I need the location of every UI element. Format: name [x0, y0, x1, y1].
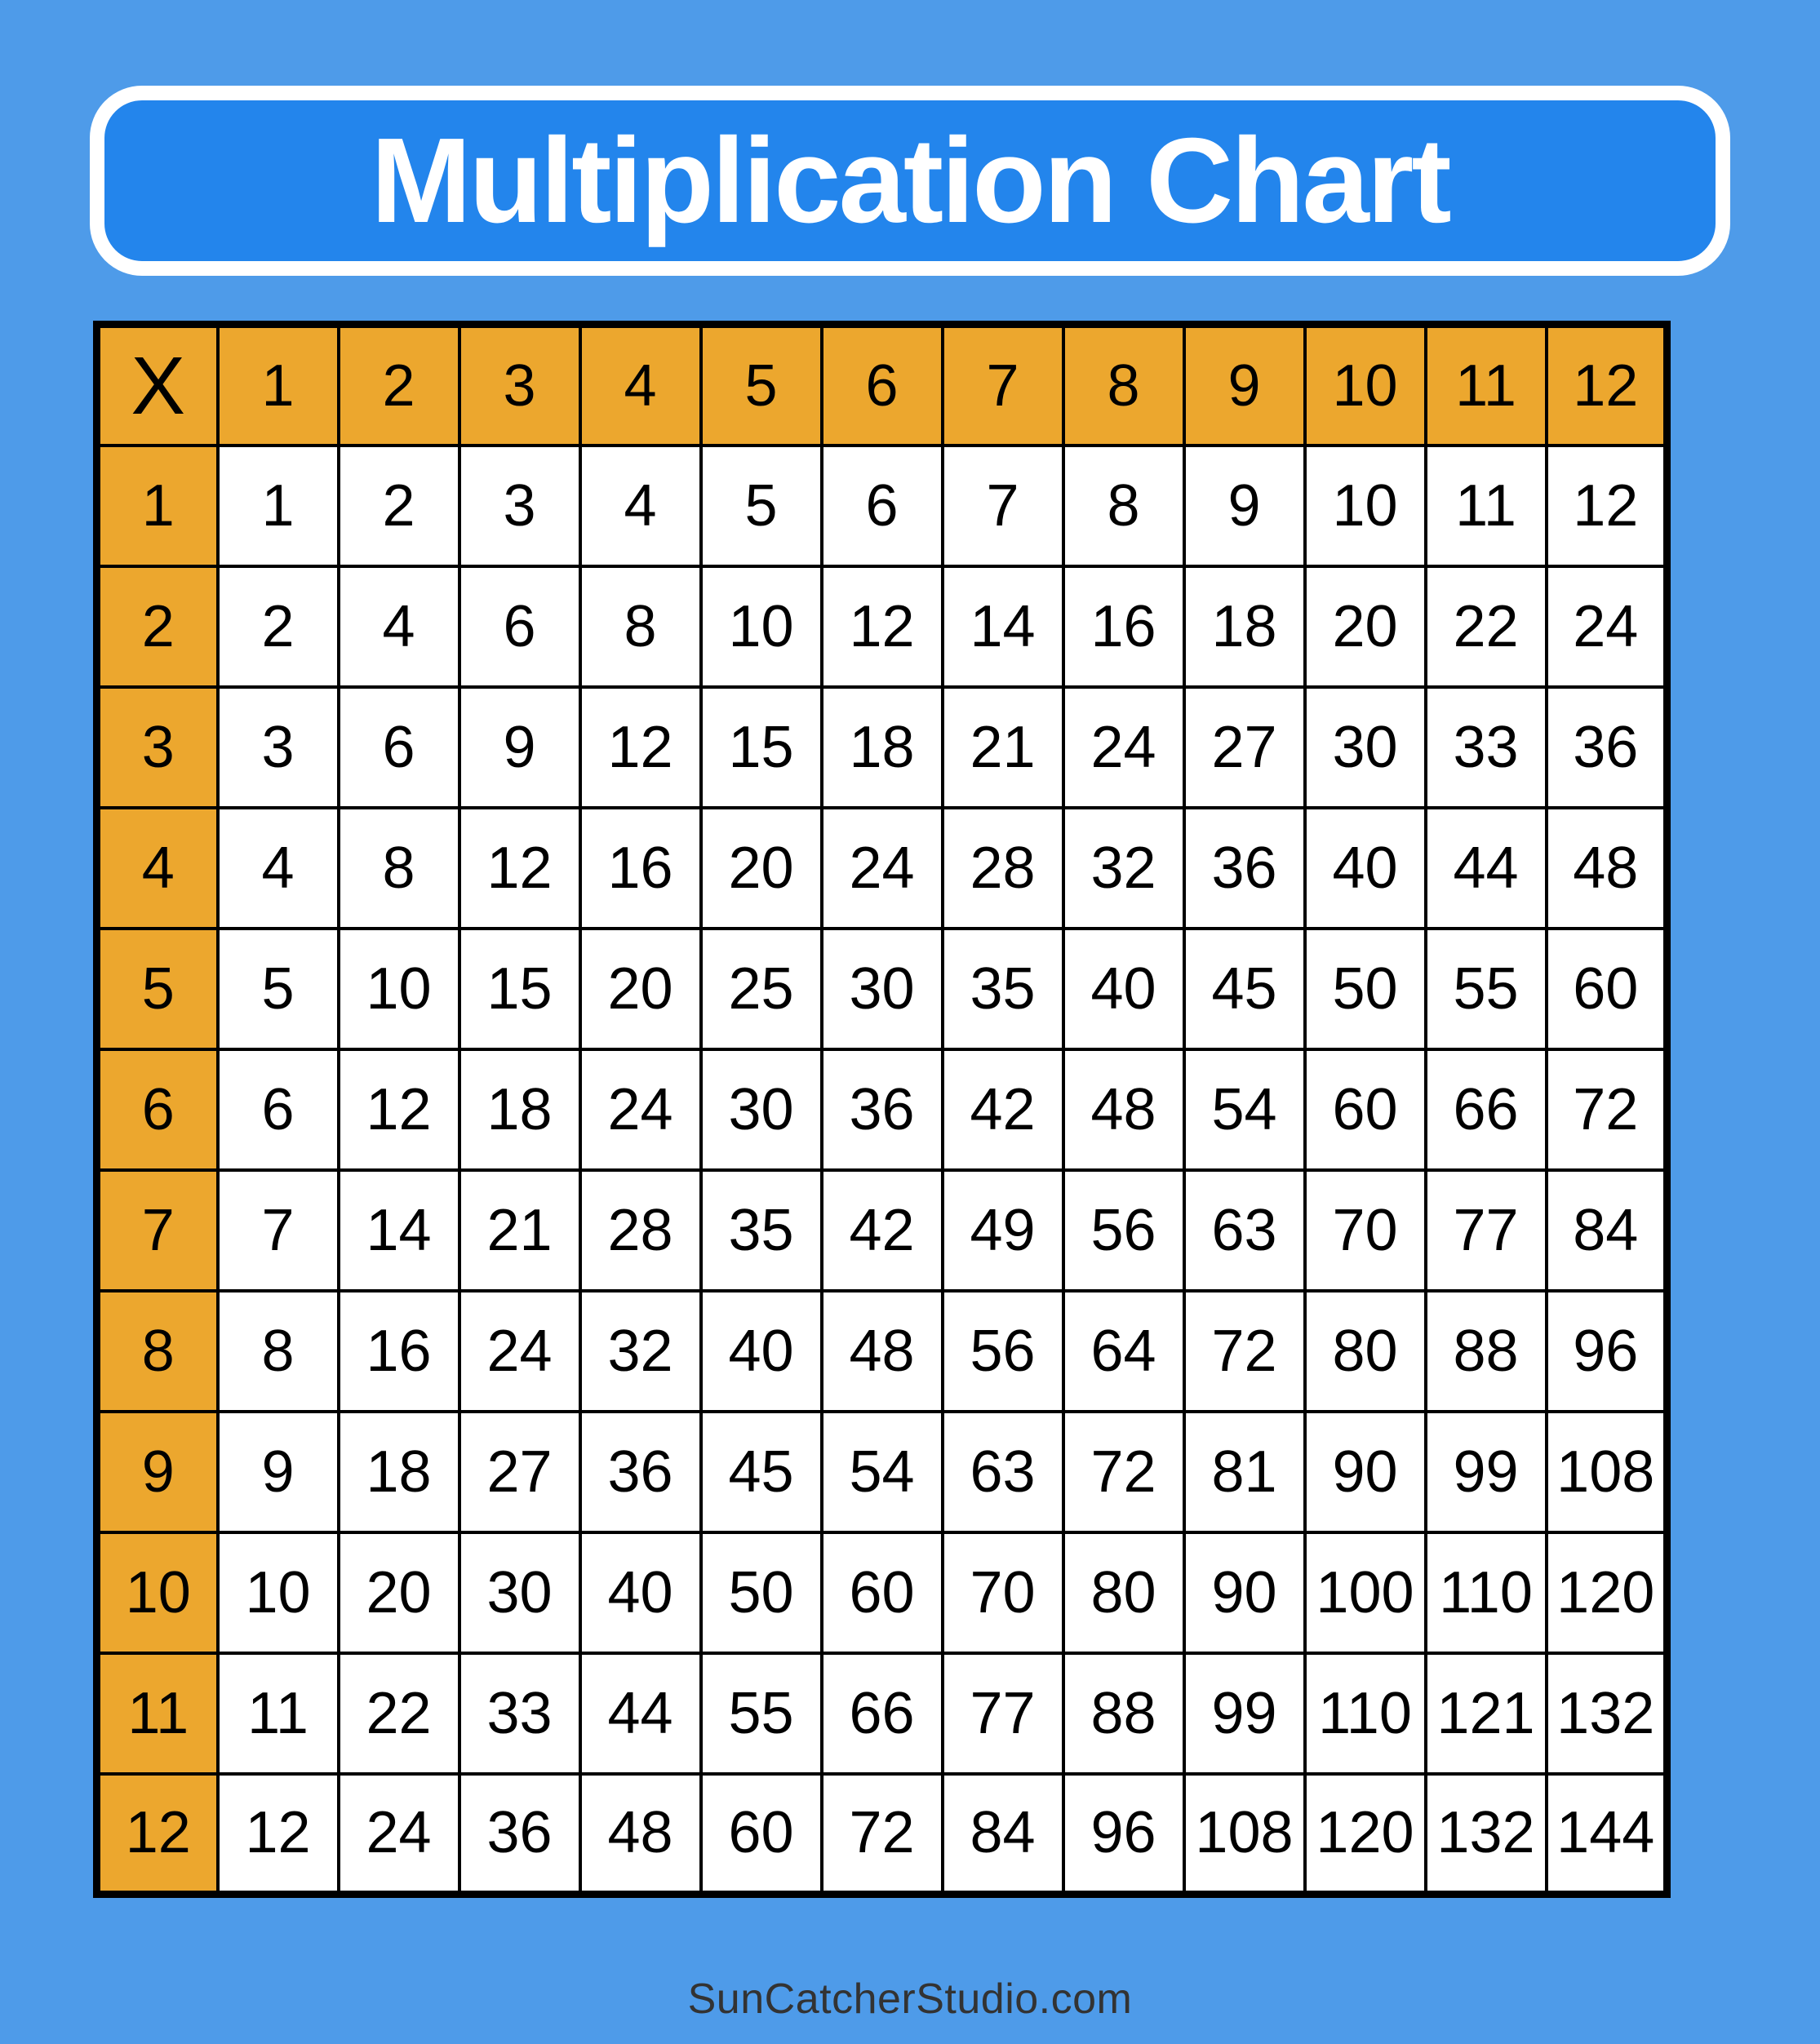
product-cell: 144	[1547, 1774, 1667, 1895]
product-cell: 16	[1063, 566, 1184, 687]
product-cell: 132	[1426, 1774, 1547, 1895]
product-cell: 99	[1184, 1653, 1305, 1774]
row-header-cell: 1	[97, 446, 218, 566]
product-cell: 88	[1063, 1653, 1184, 1774]
product-cell: 20	[701, 808, 822, 929]
product-cell: 21	[943, 687, 1063, 808]
product-cell: 10	[701, 566, 822, 687]
row-header-cell: 8	[97, 1291, 218, 1412]
product-cell: 64	[1063, 1291, 1184, 1412]
product-cell: 45	[1184, 929, 1305, 1049]
row-header-cell: 4	[97, 808, 218, 929]
product-cell: 24	[1547, 566, 1667, 687]
product-cell: 36	[580, 1412, 701, 1532]
footer-credit: SunCatcherStudio.com	[687, 1975, 1133, 2023]
product-cell: 10	[339, 929, 459, 1049]
column-header-cell: 5	[701, 325, 822, 446]
product-cell: 66	[1426, 1049, 1547, 1170]
product-cell: 60	[701, 1774, 822, 1895]
product-cell: 70	[1305, 1170, 1426, 1291]
product-cell: 32	[580, 1291, 701, 1412]
product-cell: 36	[459, 1774, 580, 1895]
product-cell: 30	[1305, 687, 1426, 808]
product-cell: 4	[580, 446, 701, 566]
product-cell: 8	[1063, 446, 1184, 566]
product-cell: 20	[339, 1532, 459, 1653]
product-cell: 24	[1063, 687, 1184, 808]
product-cell: 56	[1063, 1170, 1184, 1291]
table-row	[97, 446, 1667, 566]
product-cell: 14	[943, 566, 1063, 687]
product-cell: 12	[218, 1774, 339, 1895]
product-cell: 121	[1426, 1653, 1547, 1774]
header-row	[97, 325, 1667, 446]
product-cell: 12	[339, 1049, 459, 1170]
table-row	[97, 687, 1667, 808]
product-cell: 6	[218, 1049, 339, 1170]
product-cell: 36	[1184, 808, 1305, 929]
table-row	[97, 1532, 1667, 1653]
row-header-cell: 10	[97, 1532, 218, 1653]
column-header-cell: 3	[459, 325, 580, 446]
row-header-cell: 2	[97, 566, 218, 687]
multiplication-table	[93, 321, 1671, 1898]
product-cell: 1	[218, 446, 339, 566]
product-cell: 56	[943, 1291, 1063, 1412]
corner-cell: X	[97, 325, 218, 446]
title-banner	[90, 86, 1730, 276]
product-cell: 110	[1305, 1653, 1426, 1774]
column-header-cell: 7	[943, 325, 1063, 446]
product-cell: 18	[339, 1412, 459, 1532]
product-cell: 35	[943, 929, 1063, 1049]
product-cell: 81	[1184, 1412, 1305, 1532]
row-header-cell: 7	[97, 1170, 218, 1291]
row-header-cell: 11	[97, 1653, 218, 1774]
product-cell: 40	[1063, 929, 1184, 1049]
product-cell: 8	[218, 1291, 339, 1412]
product-cell: 18	[1184, 566, 1305, 687]
product-cell: 7	[218, 1170, 339, 1291]
product-cell: 48	[822, 1291, 943, 1412]
product-cell: 7	[943, 446, 1063, 566]
table-row	[97, 808, 1667, 929]
table-row	[97, 1291, 1667, 1412]
product-cell: 100	[1305, 1532, 1426, 1653]
product-cell: 84	[943, 1774, 1063, 1895]
product-cell: 9	[218, 1412, 339, 1532]
table-row	[97, 1170, 1667, 1291]
product-cell: 80	[1063, 1532, 1184, 1653]
product-cell: 96	[1547, 1291, 1667, 1412]
product-cell: 44	[1426, 808, 1547, 929]
product-cell: 20	[580, 929, 701, 1049]
product-cell: 54	[822, 1412, 943, 1532]
column-header-cell: 1	[218, 325, 339, 446]
product-cell: 24	[580, 1049, 701, 1170]
table-row	[97, 929, 1667, 1049]
product-cell: 60	[822, 1532, 943, 1653]
product-cell: 2	[339, 446, 459, 566]
column-header-cell: 8	[1063, 325, 1184, 446]
product-cell: 63	[943, 1412, 1063, 1532]
product-cell: 18	[822, 687, 943, 808]
product-cell: 44	[580, 1653, 701, 1774]
product-cell: 15	[459, 929, 580, 1049]
product-cell: 27	[1184, 687, 1305, 808]
product-cell: 120	[1547, 1532, 1667, 1653]
product-cell: 12	[822, 566, 943, 687]
product-cell: 72	[1547, 1049, 1667, 1170]
product-cell: 14	[339, 1170, 459, 1291]
product-cell: 8	[339, 808, 459, 929]
product-cell: 16	[580, 808, 701, 929]
product-cell: 42	[943, 1049, 1063, 1170]
product-cell: 90	[1305, 1412, 1426, 1532]
row-header-cell: 6	[97, 1049, 218, 1170]
row-header-cell: 9	[97, 1412, 218, 1532]
product-cell: 42	[822, 1170, 943, 1291]
product-cell: 15	[701, 687, 822, 808]
page-title: Multiplication Chart	[371, 113, 1449, 248]
product-cell: 27	[459, 1412, 580, 1532]
column-header-cell: 4	[580, 325, 701, 446]
product-cell: 99	[1426, 1412, 1547, 1532]
product-cell: 33	[459, 1653, 580, 1774]
column-header-cell: 2	[339, 325, 459, 446]
product-cell: 9	[1184, 446, 1305, 566]
product-cell: 77	[943, 1653, 1063, 1774]
product-cell: 12	[459, 808, 580, 929]
product-cell: 72	[1184, 1291, 1305, 1412]
product-cell: 40	[580, 1532, 701, 1653]
table-row	[97, 1049, 1667, 1170]
product-cell: 9	[459, 687, 580, 808]
product-cell: 120	[1305, 1774, 1426, 1895]
row-header-cell: 3	[97, 687, 218, 808]
product-cell: 108	[1184, 1774, 1305, 1895]
product-cell: 66	[822, 1653, 943, 1774]
product-cell: 72	[1063, 1412, 1184, 1532]
product-cell: 22	[339, 1653, 459, 1774]
product-cell: 10	[1305, 446, 1426, 566]
product-cell: 54	[1184, 1049, 1305, 1170]
product-cell: 55	[701, 1653, 822, 1774]
product-cell: 10	[218, 1532, 339, 1653]
product-cell: 28	[943, 808, 1063, 929]
product-cell: 48	[580, 1774, 701, 1895]
product-cell: 60	[1305, 1049, 1426, 1170]
table-row	[97, 1653, 1667, 1774]
product-cell: 70	[943, 1532, 1063, 1653]
product-cell: 36	[822, 1049, 943, 1170]
product-cell: 24	[339, 1774, 459, 1895]
column-header-cell: 9	[1184, 325, 1305, 446]
product-cell: 24	[822, 808, 943, 929]
product-cell: 16	[339, 1291, 459, 1412]
product-cell: 33	[1426, 687, 1547, 808]
product-cell: 11	[218, 1653, 339, 1774]
product-cell: 4	[218, 808, 339, 929]
product-cell: 96	[1063, 1774, 1184, 1895]
product-cell: 6	[822, 446, 943, 566]
product-cell: 40	[701, 1291, 822, 1412]
product-cell: 30	[701, 1049, 822, 1170]
product-cell: 8	[580, 566, 701, 687]
product-cell: 12	[1547, 446, 1667, 566]
product-cell: 36	[1547, 687, 1667, 808]
product-cell: 50	[701, 1532, 822, 1653]
product-cell: 3	[218, 687, 339, 808]
product-cell: 22	[1426, 566, 1547, 687]
product-cell: 49	[943, 1170, 1063, 1291]
product-cell: 84	[1547, 1170, 1667, 1291]
product-cell: 32	[1063, 808, 1184, 929]
product-cell: 30	[822, 929, 943, 1049]
product-cell: 20	[1305, 566, 1426, 687]
product-cell: 77	[1426, 1170, 1547, 1291]
product-cell: 63	[1184, 1170, 1305, 1291]
column-header-cell: 10	[1305, 325, 1426, 446]
product-cell: 108	[1547, 1412, 1667, 1532]
product-cell: 12	[580, 687, 701, 808]
column-header-cell: 12	[1547, 325, 1667, 446]
product-cell: 88	[1426, 1291, 1547, 1412]
product-cell: 5	[218, 929, 339, 1049]
product-cell: 60	[1547, 929, 1667, 1049]
product-cell: 21	[459, 1170, 580, 1291]
product-cell: 55	[1426, 929, 1547, 1049]
product-cell: 6	[339, 687, 459, 808]
product-cell: 40	[1305, 808, 1426, 929]
product-cell: 48	[1063, 1049, 1184, 1170]
product-cell: 30	[459, 1532, 580, 1653]
row-header-cell: 12	[97, 1774, 218, 1895]
product-cell: 110	[1426, 1532, 1547, 1653]
product-cell: 50	[1305, 929, 1426, 1049]
product-cell: 5	[701, 446, 822, 566]
product-cell: 48	[1547, 808, 1667, 929]
product-cell: 6	[459, 566, 580, 687]
row-header-cell: 5	[97, 929, 218, 1049]
product-cell: 132	[1547, 1653, 1667, 1774]
product-cell: 90	[1184, 1532, 1305, 1653]
product-cell: 25	[701, 929, 822, 1049]
table-row	[97, 1774, 1667, 1895]
product-cell: 45	[701, 1412, 822, 1532]
product-cell: 18	[459, 1049, 580, 1170]
product-cell: 72	[822, 1774, 943, 1895]
table-row	[97, 1412, 1667, 1532]
product-cell: 2	[218, 566, 339, 687]
column-header-cell: 6	[822, 325, 943, 446]
product-cell: 4	[339, 566, 459, 687]
table-row	[97, 566, 1667, 687]
product-cell: 28	[580, 1170, 701, 1291]
product-cell: 11	[1426, 446, 1547, 566]
table-container	[93, 321, 1671, 1898]
product-cell: 24	[459, 1291, 580, 1412]
column-header-cell: 11	[1426, 325, 1547, 446]
product-cell: 3	[459, 446, 580, 566]
product-cell: 35	[701, 1170, 822, 1291]
product-cell: 80	[1305, 1291, 1426, 1412]
